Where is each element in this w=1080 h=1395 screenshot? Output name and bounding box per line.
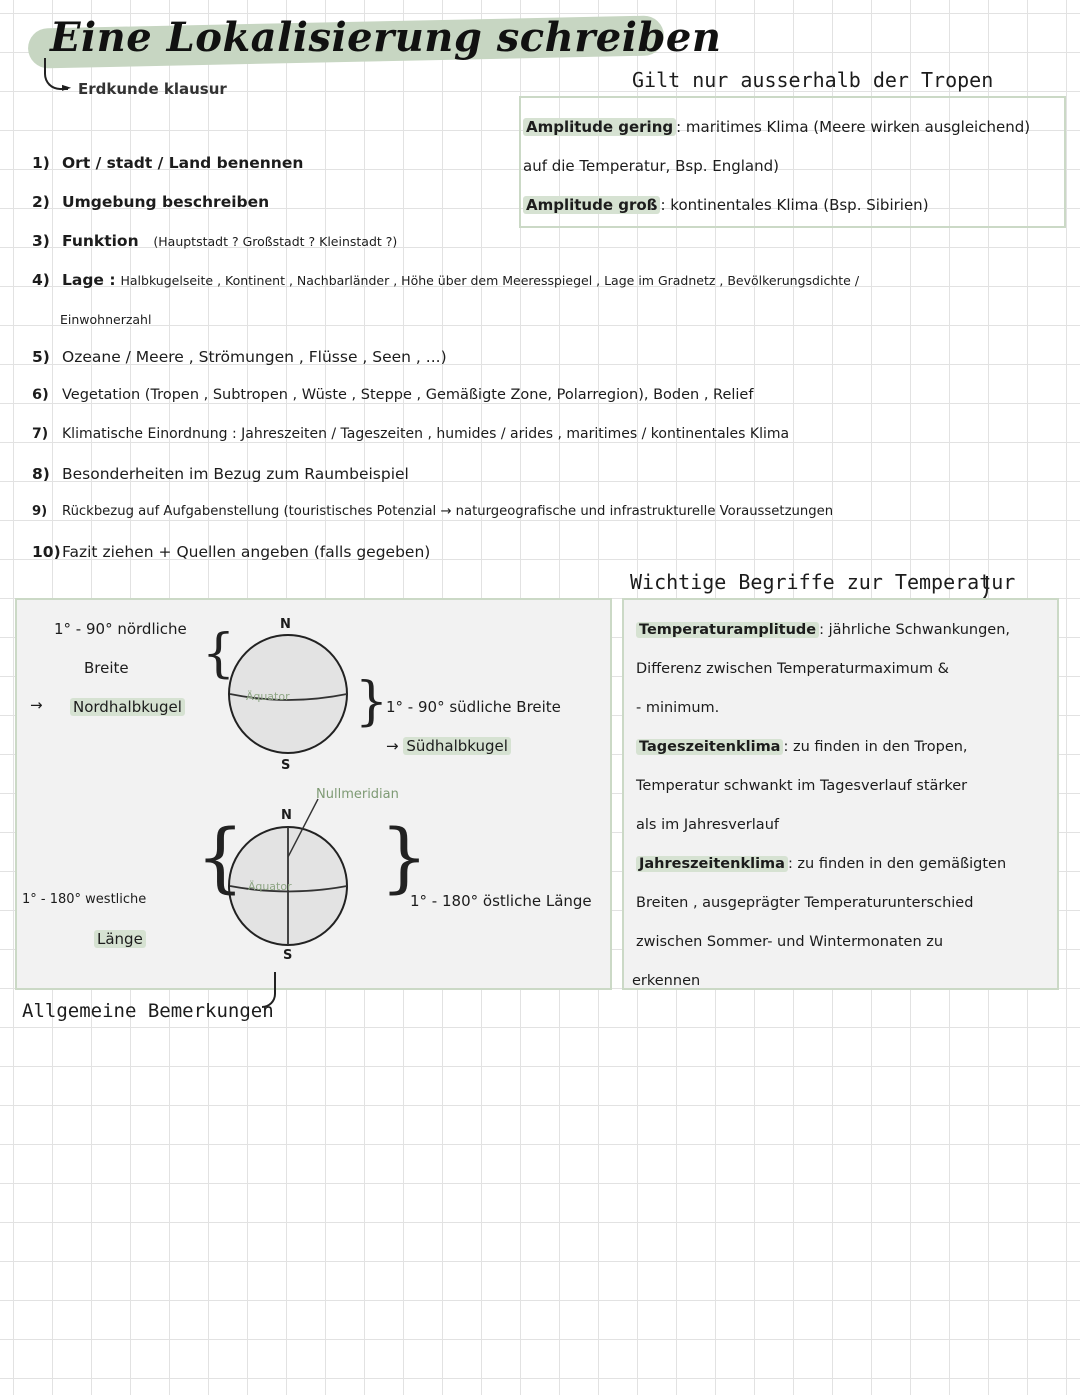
south-label-1: S: [281, 758, 291, 773]
list-text: Besonderheiten im Bezug zum Raumbeispiel: [62, 465, 409, 483]
list-item: [32, 387, 753, 403]
list-text: Ozeane / Meere , Strömungen , Flüsse , Seen , ...): [62, 348, 447, 366]
brace-left-2: {: [196, 812, 245, 901]
temp-box: [622, 598, 1059, 990]
equator-label-2: Äquator: [248, 880, 292, 893]
temp-line-rest: : jährliche Schwankungen,: [819, 622, 1011, 638]
temp-line: Differenz zwischen Temperaturmaximum &: [636, 661, 949, 677]
subtitle: Erdkunde klausur: [78, 80, 227, 98]
term-jahreszeitenklima: Jahreszeitenklima: [636, 856, 788, 872]
allgemeine-bemerkungen: Allgemeine Bemerkungen: [22, 1000, 274, 1022]
wl-word-text: Länge: [94, 930, 146, 948]
list-item: [32, 348, 447, 366]
suedhalbkugel-text: Südhalbkugel: [403, 737, 511, 755]
temp-line: zwischen Sommer- und Wintermonaten zu: [636, 934, 944, 950]
sb-range: 1° - 90° südliche Breite: [386, 698, 561, 716]
nordhalbkugel: [70, 698, 185, 716]
suedhalbkugel: → Südhalbkugel: [386, 737, 511, 755]
amplitude-gering: Amplitude gering: [523, 118, 676, 136]
list-num: 8): [32, 465, 50, 483]
brace-left-1: {: [202, 624, 236, 684]
brace-right-1: }: [355, 672, 389, 732]
list-text: Lage :: [62, 271, 116, 289]
temp-line: - minimum.: [636, 700, 720, 716]
brace-right-2: }: [380, 812, 429, 901]
list-num: 2): [32, 193, 50, 211]
temp-line: Breiten , ausgeprägter Temperaturunterschied: [636, 895, 974, 911]
temp-line: erkennen: [632, 973, 701, 989]
term-tageszeitenklima: Tageszeitenklima: [636, 739, 783, 755]
temp-line: [636, 856, 1006, 872]
tropen-line-3-rest: : kontinentales Klima (Bsp. Sibirien): [660, 196, 929, 214]
temp-line-rest: : zu finden in den Tropen,: [783, 739, 968, 755]
ol-range: 1° - 180° östliche Länge: [410, 892, 592, 910]
nb-word: Breite: [84, 659, 129, 677]
list-note: (Hauptstadt ? Großstadt ? Kleinstadt ?): [153, 234, 398, 249]
tropen-heading: Gilt nur ausserhalb der Tropen: [632, 68, 994, 92]
page-title: Eine Lokalisierung schreiben: [50, 14, 722, 61]
amplitude-gross: Amplitude groß: [523, 196, 660, 214]
list-text: Fazit ziehen + Quellen angeben (falls gegeben): [62, 543, 431, 561]
tropen-line-2: auf die Temperatur, Bsp. England): [523, 157, 779, 175]
list-text: Funktion: [62, 232, 139, 250]
list-text: Rückbezug auf Aufgabenstellung (touristisches Potenzial → naturgeografische und infrastrukturelle Voraussetzungen: [62, 504, 834, 519]
list-text: Klimatische Einordnung : Jahreszeiten / Tageszeiten , humides / arides , maritimes / kontinentales Klima: [62, 426, 790, 442]
wl-word: [94, 930, 146, 948]
wl-range: 1° - 180° westliche: [22, 892, 147, 907]
list-item: [32, 504, 833, 519]
list-item: [32, 271, 859, 289]
list-text: Vegetation (Tropen , Subtropen , Wüste , Steppe , Gemäßigte Zone, Polarregion), Boden , Relief: [62, 387, 754, 403]
temp-line: [636, 622, 1010, 638]
meridian-lines: [228, 795, 358, 955]
list-num: 10): [32, 543, 61, 561]
list-num: 3): [32, 232, 50, 250]
list-num: 5): [32, 348, 50, 366]
south-label-2: S: [283, 948, 293, 963]
list-item: [60, 312, 151, 327]
north-label-2: N: [281, 808, 292, 823]
arrow-head-icon: ►: [62, 80, 72, 94]
term-temperaturamplitude: Temperaturamplitude: [636, 622, 819, 638]
nordhalbkugel-text: Nordhalbkugel: [70, 698, 185, 716]
tropen-line-1-rest: : maritimes Klima (Meere wirken ausgleichend): [676, 118, 1031, 136]
list-num: 6): [32, 387, 49, 403]
equator-label-1: Äquator: [246, 690, 290, 703]
list-item: [32, 232, 397, 250]
temp-line: als im Jahresverlauf: [636, 817, 779, 833]
list-note: Halbkugelseite , Kontinent , Nachbarländer , Höhe über dem Meeresspiegel , Lage im Gradnetz , Bevölkerungsdichte /: [120, 273, 860, 288]
list-item: [32, 543, 430, 561]
arrow-right-icon: →: [30, 696, 43, 714]
list-text: Einwohnerzahl: [60, 312, 152, 327]
list-text: Ort / stadt / Land benennen: [62, 154, 304, 172]
temp-line: Temperatur schwankt im Tagesverlauf stärker: [636, 778, 968, 794]
tropen-line-3: [523, 186, 929, 225]
list-num: 7): [32, 426, 49, 442]
temp-line-rest: : zu finden in den gemäßigten: [787, 856, 1007, 872]
list-text: Umgebung beschreiben: [62, 193, 270, 211]
list-num: 1): [32, 154, 50, 172]
list-num: 4): [32, 271, 50, 289]
north-label-1: N: [280, 617, 291, 632]
list-item: [32, 193, 269, 211]
nullmeridian-label: Nullmeridian: [316, 787, 399, 802]
temp-line: [636, 739, 968, 755]
list-num: 9): [32, 504, 48, 519]
nb-range: 1° - 90° nördliche: [54, 620, 187, 638]
temp-heading: Wichtige Begriffe zur Temperatur: [630, 570, 1016, 594]
tropen-line-1: [523, 108, 1030, 147]
list-item: [32, 465, 409, 483]
list-item: [32, 426, 789, 442]
list-item: [32, 154, 303, 172]
